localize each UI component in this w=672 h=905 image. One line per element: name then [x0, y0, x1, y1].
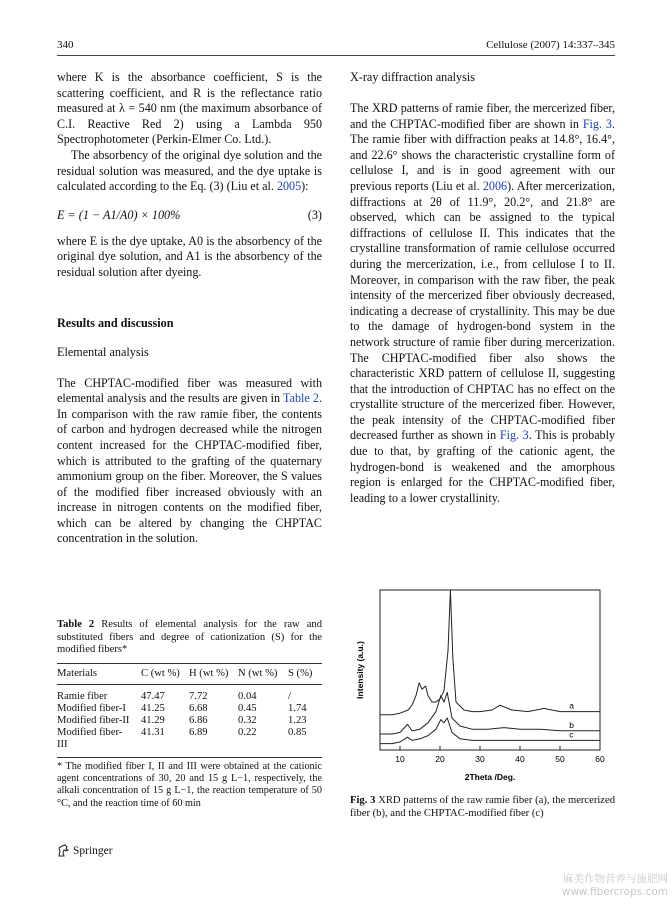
table-row: [57, 715, 322, 727]
figure-3-link[interactable]: Fig. 3: [582, 116, 612, 131]
x-tick-label: 10: [395, 754, 405, 764]
table-2-link[interactable]: Table 2: [283, 391, 319, 406]
table-2: [57, 668, 322, 751]
table-row: [57, 691, 322, 703]
series-label-b: b: [569, 719, 574, 730]
table-cell: 0.04: [238, 690, 257, 702]
table-header-cell: H (wt %): [189, 667, 229, 679]
table-cell: 0.32: [238, 714, 257, 726]
equation-3: [57, 208, 322, 224]
page-number: 340: [57, 39, 74, 51]
subsection-heading-xrd: X-ray diffraction analysis: [350, 70, 475, 84]
paragraph-absorbance: where K is the absorbance coefficient, S is the scattering coefficient, and R is the reflectance ratio measured at λ = 540 nm (the maximum absorbance of C.I. Reactive Red 2) using a Lambda 950 Spectrophotometer (Perkin-Elmer Co. Ltd.).: [57, 70, 322, 147]
table-cell: Ramie fiber: [57, 690, 108, 702]
table-cell: 41.29: [141, 714, 165, 726]
table-cell: Modified fiber-I: [57, 702, 126, 714]
x-axis-label: 2Theta /Deg.: [464, 772, 516, 782]
plot-frame: [380, 590, 600, 750]
table-cell: 6.89: [189, 726, 208, 738]
x-tick-label: 40: [515, 754, 525, 764]
paragraph-dye-uptake: The absorbency of the original dye solution and the residual solution was measured, and the dye uptake is calculated according to the Eq. (3) (Liu et al. 2005):: [57, 147, 322, 194]
table-cell: Modified fiber-III: [57, 726, 123, 750]
table-header-cell: Materials: [57, 667, 98, 679]
equation-body: E = (1 − A1/A0) × 100%: [57, 207, 181, 222]
citation-link-2005[interactable]: 2005: [276, 179, 302, 194]
table-cell: /: [288, 690, 291, 702]
table-cell: 0.45: [238, 702, 257, 714]
left-column: [57, 70, 322, 547]
subsection-heading-elemental: Elemental analysis: [57, 344, 149, 359]
paragraph-xrd: The XRD patterns of ramie fiber, the mercerized fiber, and the CHPTAC-modified fiber are shown in Fig. 3. The ramie fiber with diffraction peaks at 14.8°, 16.4°, and 22.6° shows the characteristic crystalline form of cellulose I, and is in good agreement with our previous reports (Liu et al. 2006). After mercerization, diffractions at 2θ of 11.9°, 20.2°, and 21.8° are observed, which can be assigned to the typical diffractions of cellulose II. This indicates that the crystalline transformation of ramie cellulose occurred during the mercerization, i.e., from cellulose I to II. Moreover, in comparison with the raw fiber, the peak intensity of the mercerized fiber obviously decreased, indicating a decrease of crystallinity. This may be due to the damage of hydrogen-bond system in the network structure of ramie fiber during mercerization. The CHPTAC-modified fiber also shows the characteristic XRD pattern of cellulose II, suggesting that the introduction of CHPTAC has no effect on the crystallite structure of the mercerized fiber. However, the peak intensity of the CHPTAC-modified fiber decreased further as shown in Fig. 3. This is probably due to that, by grafting of the cationic agent, the hydrogen-bond is weakened and the amorphous region is enlarged for the CHPTAC-modified fiber, leading to a lower crystallinity.: [350, 101, 616, 505]
right-column: [350, 70, 615, 506]
x-tick-label: 50: [555, 754, 565, 764]
header-rule: [57, 55, 615, 56]
journal-citation: Cellulose (2007) 14:337–345: [486, 39, 615, 51]
xrd-chart: [350, 582, 615, 782]
table-header-cell: N (wt %): [238, 667, 278, 679]
table-header-cell: C (wt %): [141, 667, 180, 679]
table-cell: 1.23: [288, 714, 307, 726]
table-cell: 1.74: [288, 702, 307, 714]
table-cell: Modified fiber-II: [57, 714, 130, 726]
watermark-url: www.fibercrops.com: [561, 886, 668, 898]
springer-horse-icon: [57, 844, 70, 857]
y-axis-label: Intensity (a.u.): [355, 641, 365, 699]
figure-3-label: Fig. 3: [350, 795, 376, 806]
table-cell: 0.22: [238, 726, 257, 738]
table-2-block: [57, 619, 322, 810]
table-header-row: [57, 668, 322, 680]
table-cell: 7.72: [189, 690, 208, 702]
table-2-label: Table 2: [57, 619, 95, 630]
watermark-title: 麻类作物营养与施肥网: [563, 873, 668, 885]
table-cell: 6.86: [189, 714, 208, 726]
figure-3-caption: Fig. 3 XRD patterns of the raw ramie fiber (a), the mercerized fiber (b), and the CHPTAC-modified fiber (c): [350, 795, 615, 819]
citation-link-2006[interactable]: 2006: [482, 178, 508, 193]
table-cell: 0.85: [288, 726, 307, 738]
x-tick-label: 60: [595, 754, 605, 764]
table-row: [57, 727, 322, 751]
table-bottom-rule: [57, 757, 322, 758]
figure-3-link[interactable]: Fig. 3: [499, 428, 529, 443]
table-cell: 41.25: [141, 702, 165, 714]
equation-number: (3): [307, 207, 322, 222]
table-2-caption: Table 2 Results of elemental analysis for the raw and substituted fibers and degree of cationization (S) for the modified fibers*: [57, 619, 323, 656]
publisher-name: Springer: [73, 844, 113, 857]
table-top-rule: [57, 663, 322, 664]
table-cell: 47.47: [141, 690, 165, 702]
table-cell: 41.31: [141, 726, 165, 738]
x-tick-label: 30: [475, 754, 485, 764]
table-2-footnote: * The modified fiber I, II and III were obtained at the cationic agent concentrations of 30, 20 and 15 g L−1, respectively, the alkali concentration of 15 g L−1, the reaction temperature of 50 °C, and the reaction time of 60 min: [57, 760, 322, 809]
x-tick-label: 20: [435, 754, 445, 764]
series-label-c: c: [569, 729, 574, 740]
table-cell: 6.68: [189, 702, 208, 714]
series-line-b: [380, 692, 600, 734]
table-row: [57, 703, 322, 715]
paragraph-where-e: where E is the dye uptake, A0 is the absorbency of the original dye solution, and A1 is the absorbency of the residual solution after dyeing.: [57, 233, 322, 279]
site-watermark: [562, 873, 668, 899]
paragraph-elemental: The CHPTAC-modified fiber was measured with elemental analysis and the results are given in Table 2. In comparison with the raw ramie fiber, the contents of carbon and hydrogen decreased while the nitrogen content increased for the CHPTAC-modified fiber, which is attributed to the grafting of the quaternary ammonium group on the fiber. Moreover, the S values of the modified fiber increased obviously with an increase in nitrogen contents on the modified fiber, which can be altered by changing the CHPTAC concentration in the solution.: [57, 375, 322, 546]
series-label-a: a: [569, 700, 574, 711]
section-heading: Results and discussion: [57, 315, 174, 330]
publisher-footer: [57, 844, 113, 857]
series-line-a: [380, 590, 600, 715]
table-header-cell: S (%): [288, 667, 313, 679]
